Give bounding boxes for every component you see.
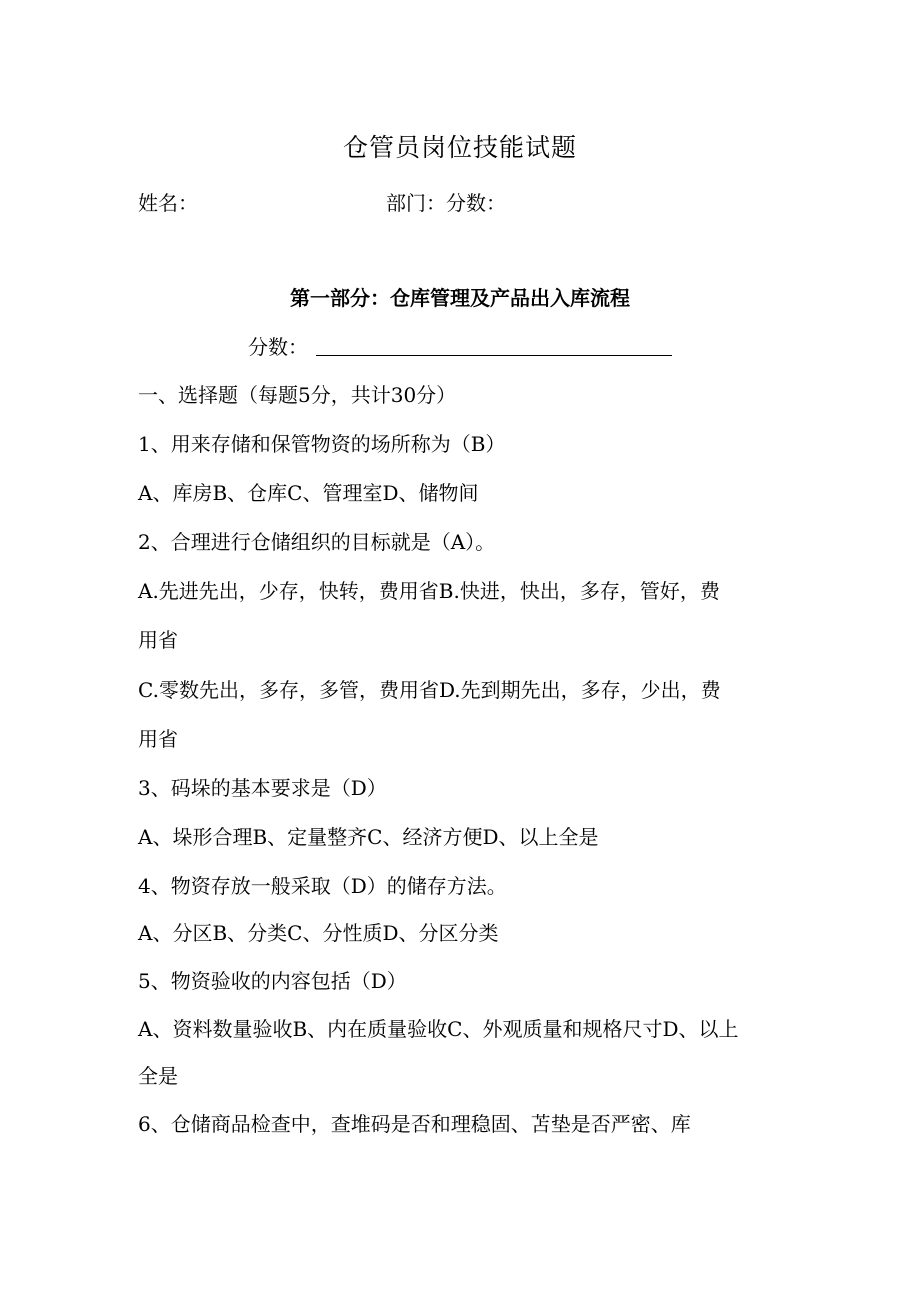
question-line: A、分区B、分类C、分性质D、分区分类 <box>138 921 499 945</box>
question-line: 6、仓储商品检查中，查堆码是否和理稳固、苫垫是否严密、库 <box>138 1112 691 1136</box>
question-line: 用省 <box>138 628 178 652</box>
question-line: C.零数先出，多存，多管，费用省D.先到期先出，多存，少出，费 <box>138 678 721 702</box>
exam-title: 仓管员岗位技能试题 <box>342 133 577 162</box>
question-line: A、垛形合理B、定量整齐C、经济方便D、以上全是 <box>138 825 599 849</box>
section-score-label: 分数： <box>248 335 308 359</box>
section-title: 第一部分：仓库管理及产品出入库流程 <box>290 286 630 310</box>
question-line: 5、物资验收的内容包括（D） <box>138 969 407 993</box>
name-label: 姓名： <box>138 191 198 215</box>
question-line: A.先进先出，少存，快转，费用省B.快进，快出，多存，管好，费 <box>138 579 720 603</box>
question-line: A、资料数量验收B、内在质量验收C、外观质量和规格尺寸D、以上 <box>138 1017 739 1041</box>
question-line: A、库房B、仓库C、管理室D、储物间 <box>138 481 479 505</box>
question-line: 用省 <box>138 727 178 751</box>
question-line: 3、码垛的基本要求是（D） <box>138 776 387 800</box>
question-line: 2、合理进行仓储组织的目标就是（A）。 <box>138 530 496 554</box>
question-line: 1、用来存储和保管物资的场所称为（B） <box>138 432 506 456</box>
question-line: 一、选择题（每题5分，共计30分） <box>138 383 457 407</box>
question-line: 全是 <box>138 1064 178 1088</box>
question-line: 4、物资存放一般采取（D）的储存方法。 <box>138 874 507 898</box>
score-blank-line <box>316 355 672 356</box>
department-score-label: 部门：分数： <box>386 191 506 215</box>
